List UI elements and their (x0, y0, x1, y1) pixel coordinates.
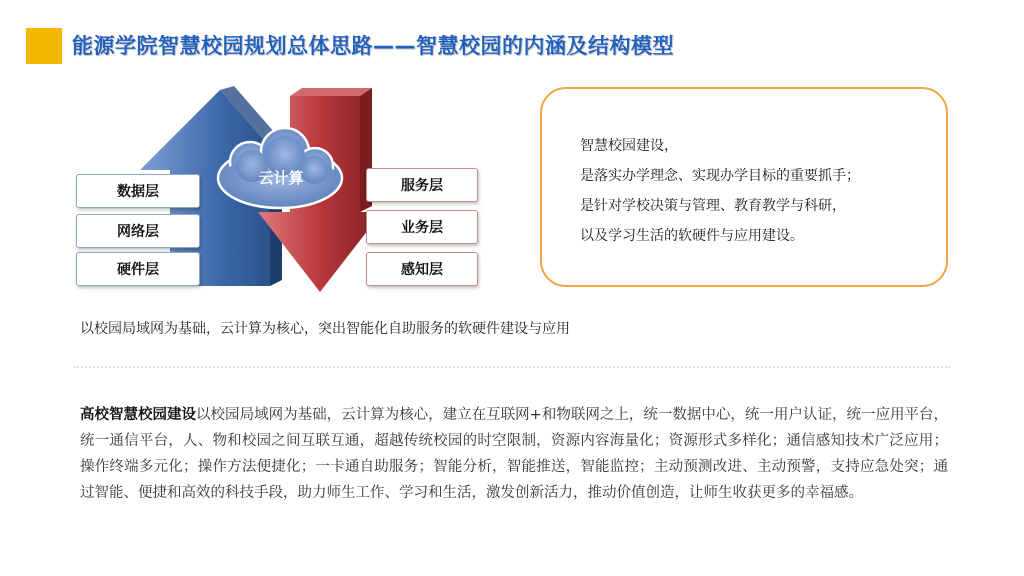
paragraph-lead: 高校智慧校园建设 (80, 407, 197, 423)
diagram-caption: 以校园局域网为基础，云计算为核心，突出智能化自助服务的软硬件建设与应用 (80, 321, 570, 337)
title-accent-square (26, 28, 62, 64)
info-line: 以及学习生活的软硬件与应用建设。 (580, 228, 804, 244)
info-line: 智慧校园建设， (580, 138, 678, 154)
layer-box-perception: 感知层 (366, 252, 478, 286)
layer-box-hardware: 硬件层 (76, 252, 200, 286)
info-box (540, 87, 948, 287)
layer-box-service: 服务层 (366, 168, 478, 202)
paragraph-body: 以校园局域网为基础，云计算为核心，建立在互联网+和物联网之上，统一数据中心，统一用户认证，统一应用平台，统一通信平台，人、物和校园之间互联互通，超越传统校园的时空限制，资源内容海量化；资源形式多样化；通信感知技术广泛应用；操作终端多元化；操作方法便捷化；一卡通自助服务；智能分析，智能推送，智能监控；主动预测改进、主动预警，支持应急处突；通过智能、便捷和高效的科技手段，助力师生工作、学习和生活，激发创新活力，推动价值创造，让师生收获更多的幸福感。 (80, 407, 948, 501)
layer-box-network: 网络层 (76, 214, 200, 248)
info-line: 是针对学校决策与管理、教育教学与科研， (580, 198, 846, 214)
description-paragraph (80, 402, 948, 506)
slide-title: 能源学院智慧校园规划总体思路——智慧校园的内涵及结构模型 (72, 34, 674, 58)
cloud-label: 云计算 (258, 169, 304, 187)
section-divider (74, 366, 950, 368)
info-line: 是落实办学理念、实现办学目标的重要抓手； (580, 168, 860, 184)
structure-model-diagram (70, 86, 490, 296)
layer-box-data: 数据层 (76, 174, 200, 208)
layer-box-business: 业务层 (366, 210, 478, 244)
